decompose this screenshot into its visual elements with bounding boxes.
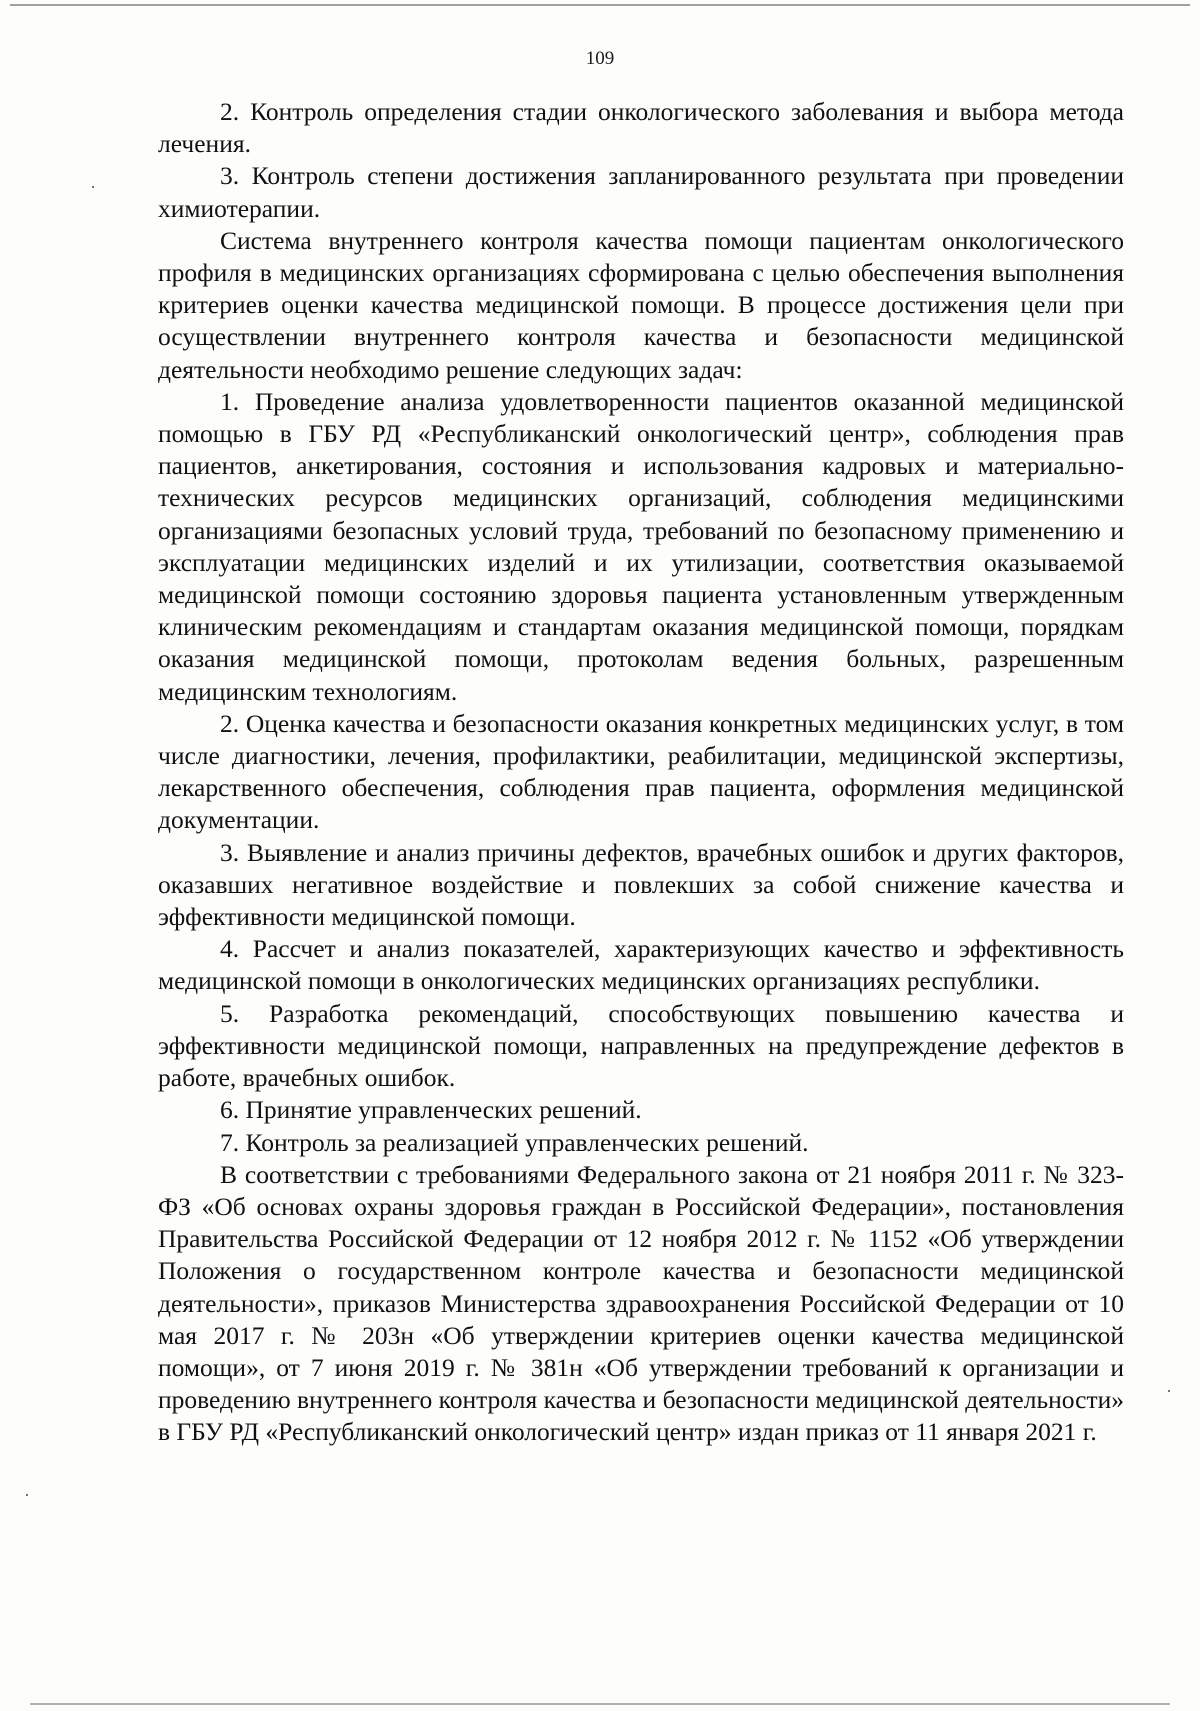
page-number: 109 bbox=[585, 48, 615, 69]
paragraph: 1. Проведение анализа удовлетворенности пациентов оказанной медицинской помощью в ГБУ РД «Республиканский онкологический центр», соблюдения прав пациентов, анкетирования, состояния и использования кадровых и материально-технических ресурсов медицинских организаций, соблюдения медицинскими организациями безопасных условий труда, требований по безопасному применению и эксплуатации медицинских изделий и их утилизации, соответствия оказываемой медицинской помощи состоянию здоровья пациента установленным утвержденным клиническим рекомендациям и стандартам оказания медицинской помощи, порядкам оказания медицинской помощи, протоколам ведения больных, разрешенным медицинским технологиям. bbox=[158, 386, 1124, 706]
paragraph: Система внутреннего контроля качества помощи пациентам онкологического профиля в медицинских организациях сформирована с целью обеспечения выполнения критериев оценки качества медицинской помощи. В процессе достижения цели при осуществлении внутреннего контроля качества и безопасности медицинской деятельности необходимо решение следующих задач: bbox=[158, 225, 1124, 384]
scan-speck bbox=[26, 1494, 28, 1496]
paragraph: 3. Контроль степени достижения запланированного результата при проведении химиотерапии. bbox=[158, 161, 1124, 223]
body-text bbox=[158, 96, 1124, 1449]
scan-edge-bottom bbox=[30, 1703, 1170, 1705]
paragraph: 7. Контроль за реализацией управленческих решений. bbox=[220, 1127, 809, 1157]
scan-speck bbox=[1168, 1390, 1170, 1392]
paragraph: 2. Контроль определения стадии онкологического заболевания и выбора метода лечения. bbox=[158, 97, 1124, 159]
paragraph: 4. Рассчет и анализ показателей, характеризующих качество и эффективность медицинской помощи в онкологических медицинских организациях республики. bbox=[158, 934, 1124, 996]
paragraph: В соответствии с требованиями Федерального закона от 21 ноября 2011 г. № 323-ФЗ «Об основах охраны здоровья граждан в Российской Федерации», постановления Правительства Российской Федерации от 12 ноября 2012 г. № 1152 «Об утверждении Положения о государственном контроле качества и безопасности медицинской деятельности», приказов Министерства здравоохранения Российской Федерации от 10 мая 2017 г. № 203н «Об утверждении критериев оценки качества медицинской помощи», от 7 июня 2019 г. № 381н «Об утверждении требований к организации и проведению внутреннего контроля качества и безопасности медицинской деятельности» в ГБУ РД «Республиканский онкологический центр» издан приказ от 11 января 2021 г. bbox=[158, 1159, 1124, 1447]
paragraph: 3. Выявление и анализ причины дефектов, врачебных ошибок и других факторов, оказавших негативное воздействие и повлекших за собой снижение качества и эффективности медицинской помощи. bbox=[158, 837, 1124, 932]
paragraph: 5. Разработка рекомендаций, способствующих повышению качества и эффективности медицинской помощи, направленных на предупреждение дефектов в работе, врачебных ошибок. bbox=[158, 998, 1124, 1093]
paragraph: 6. Принятие управленческих решений. bbox=[220, 1095, 642, 1125]
scan-edge-top bbox=[10, 4, 1190, 6]
scan-speck bbox=[92, 186, 94, 188]
paragraph: 2. Оценка качества и безопасности оказания конкретных медицинских услуг, в том числе диагностики, лечения, профилактики, реабилитации, медицинской экспертизы, лекарственного обеспечения, соблюдения прав пациента, оформления медицинской документации. bbox=[158, 708, 1124, 835]
